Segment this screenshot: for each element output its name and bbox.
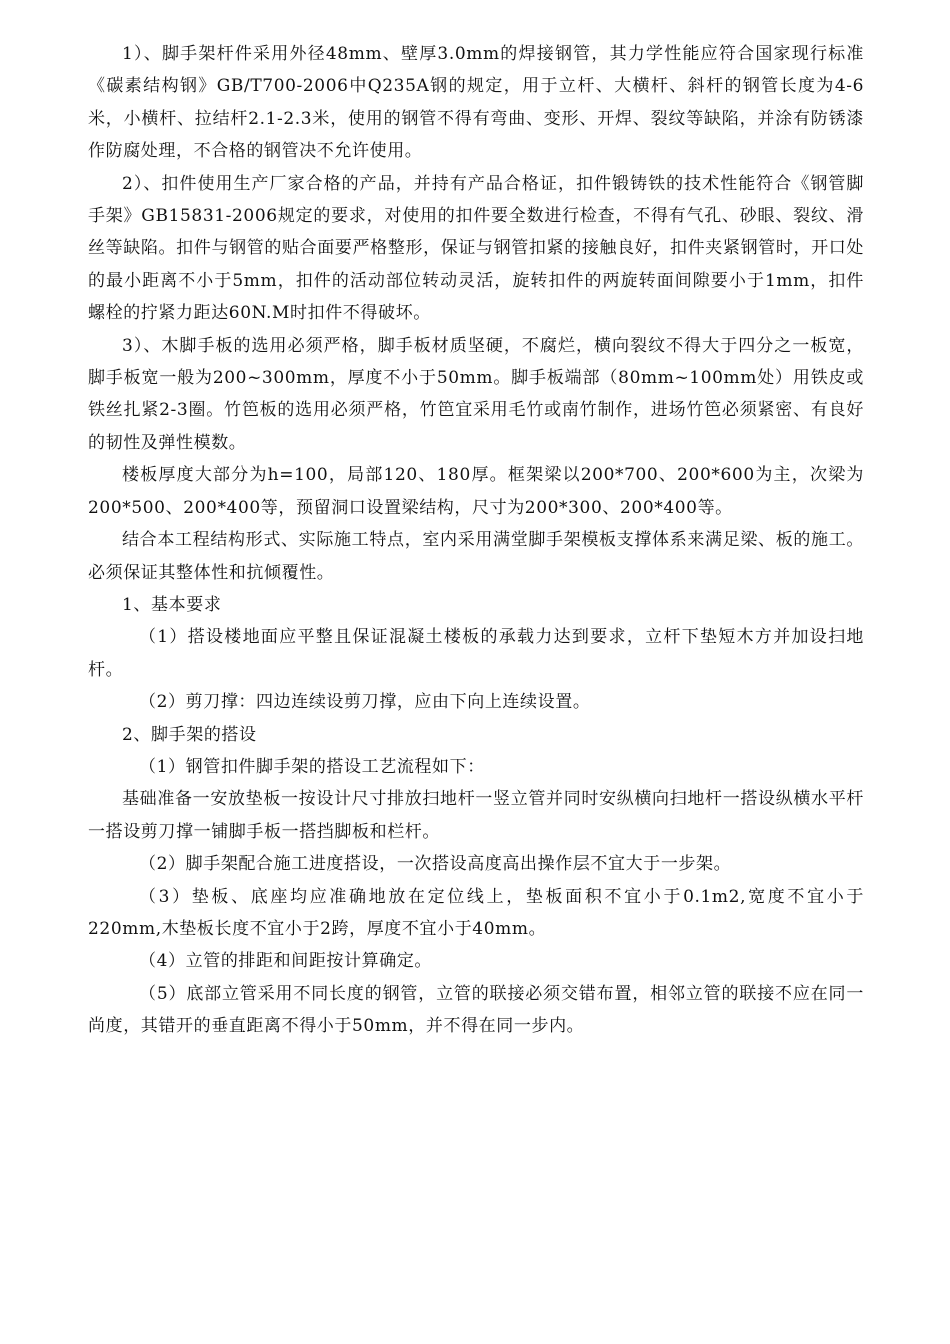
heading-scaffold-erection: 2、脚手架的搭设 [122,724,257,745]
item-floor-requirement: （1）搭设楼地面应平整且保证混凝土楼板的承载力达到要求，立杆下垫短木方并加设扫地杆。 [88,627,864,680]
item-base-plate: （3）垫板、底座均应准确地放在定位线上，垫板面积不宜小于0.1m2,宽度不宜小于220mm,木垫板长度不宜小于2跨，厚度不宜小于40mm。 [88,886,864,939]
paragraph-slab-beam-dimensions: 楼板厚度大部分为h=100，局部120、180厚。框架梁以200*700、200*600为主，次梁为200*500、200*400等，预留洞口设置梁结构，尺寸为200*300、200*400等。 [88,465,864,518]
paragraph-support-system: 结合本工程结构形式、实际施工特点，室内采用满堂脚手架模板支撑体系来满足梁、板的施工。必须保证其整体性和抗倾覆性。 [88,530,864,583]
item-process-flow-intro: （1）钢管扣件脚手架的搭设工艺流程如下： [139,756,485,777]
item-erection-height: （2）脚手架配合施工进度搭设，一次搭设高度高出操作层不宜大于一步架。 [139,854,732,875]
item-scissor-brace: （2）剪刀撑：四边连续设剪刀撑，应由下向上连续设置。 [139,692,591,713]
item-pipe-spacing: （4）立管的排距和间距按计算确定。 [139,951,433,972]
paragraph-scaffold-board-spec: 3）、木脚手板的选用必须严格，脚手板材质坚硬，不腐烂，横向裂纹不得大于四分之一板宽，脚手板宽一般为200~300mm，厚度不小于50mm。脚手板端部（80mm~100mm处）用铁皮或铁丝扎紧2-3圈。竹笆板的选用必须严格，竹笆宜采用毛竹或南竹制作，进场竹笆必须紧密、有良好的韧性及弹性模数。 [88,335,864,453]
paragraph-process-flow: 基础准备一安放垫板一按设计尺寸排放扫地杆一竖立管并同时安纵横向扫地杆一搭设纵横水平杆一搭设剪刀撑一铺脚手板一搭挡脚板和栏杆。 [88,789,864,842]
item-pipe-joints: （5）底部立管采用不同长度的钢管，立管的联接必须交错布置，相邻立管的联接不应在同一尚度，其错开的垂直距离不得小于50mm，并不得在同一步内。 [88,983,864,1037]
document-body [88,38,864,1043]
paragraph-steel-pipe-spec: 1）、脚手架杆件采用外径48mm、壁厚3.0mm的焊接钢管，其力学性能应符合国家现行标准《碳素结构钢》GB/T700-2006中Q235A钢的规定，用于立杆、大横杆、斜杆的钢管长度为4-6米，小横杆、拉结杆2.1-2.3米，使用的钢管不得有弯曲、变形、开焊、裂纹等缺陷，并涂有防锈漆作防腐处理，不合格的钢管决不允许使用。 [88,44,864,162]
heading-basic-requirements: 1、基本要求 [122,594,222,615]
paragraph-fastener-spec: 2）、扣件使用生产厂家合格的产品，并持有产品合格证，扣件锻铸铁的技术性能符合《钢管脚手架》GB15831-2006规定的要求，对使用的扣件要全数进行检查，不得有气孔、砂眼、裂纹、滑丝等缺陷。扣件与钢管的贴合面要严格整形，保证与钢管扣紧的接触良好，扣件夹紧钢管时，开口处的最小距离不小于5mm，扣件的活动部位转动灵活，旋转扣件的两旋转面间隙要小于1mm，扣件螺栓的拧紧力距达60N.M时扣件不得破坏。 [88,173,864,324]
